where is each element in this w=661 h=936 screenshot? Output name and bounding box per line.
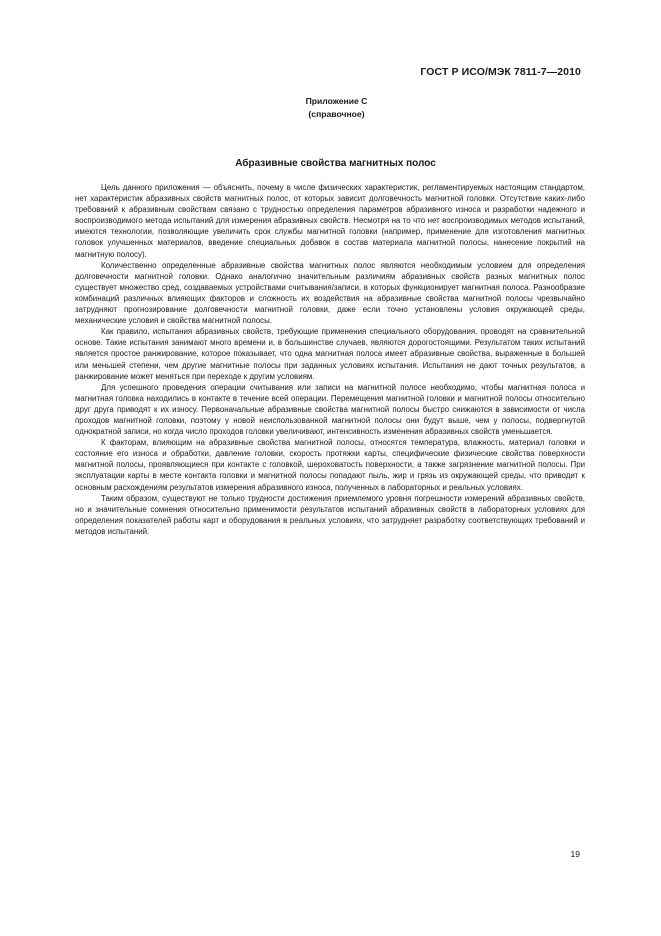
paragraph: Как правило, испытания абразивных свойств, требующие применения специального оборудования, проводят на сравнительной основе. Такие испытания занимают много времени и, в большинстве случаев, являются дорогостоящими. Результатом таких испытаний является простое ранжирование, которое показывает, что одна магнитная полоса имеет абразивные свойства, выраженные в большей или меньшей степени, чем другие магнитные полосы при заданных условиях испытания. Испытания не дают точных результатов, а ранжирование может меняться при переходе к другим условиям.	[75, 327, 585, 381]
page-number: 19	[570, 849, 580, 859]
annex-type: (справочное)	[308, 109, 365, 119]
body-text	[75, 182, 585, 537]
paragraph: Количественно определенные абразивные свойства магнитных полос являются необходимым условием для определения долговечности магнитной головки. Однако аналогично значительным различиям абразивных свойств разных магнитных полос существует множество сред, создаваемых устройствами считывания/записи, в которых функционирует магнитная полоса. Разнообразие комбинаций различных влияющих факторов и сложность их воздействия на абразивные свойства магнитной полосы чрезвычайно затрудняют прогнозирование долговечности магнитной головки, даже если точно установлены условия окружающей среды, механические условия и свойства магнитной полосы.	[75, 260, 585, 326]
paragraph: Таким образом, существуют не только трудности достижения приемлемого уровня погрешности измерений абразивных свойств, но и значительные сомнения относительно применимости результатов испытаний абразивных свойств в лабораторных условиях для определения показателей работы карт и оборудования в реальных условиях, что затрудняет разработку соответствующих требований и методов испытаний.	[75, 493, 585, 536]
paragraph: Для успешного проведения операции считывания или записи на магнитной полосе необходимо, чтобы магнитная полоса и магнитная головка находились в контакте в течение всей операции. Перемещения магнитной головки и магнитной полосы относительно друг друга приводят к их износу. Первоначальные абразивные свойства магнитной полосы быстро снижаются в зависимости от числа проходов магнитной головки, поэтому у новой неиспользованной магнитной полосы они будут выше, чем у полосы, подвергнутой однократной записи, но когда число проходов головки увеличивают, интенсивность изменения абразивных свойств уменьшается.	[75, 382, 585, 437]
paragraph: К факторам, влияющим на абразивные свойства магнитной полосы, относятся температура, влажность, материал головки и состояние его износа и обработки, давление головки, скорость протяжки карты, специфические физические свойства поверхности магнитной полосы, проявляющиеся при контакте с головкой, шероховатость поверхности, а также загрязнение магнитной полосы. При эксплуатации карты в месте контакта головки и магнитной полосы попадают пыль, жир и грязь из окружающей среды, что приводит к основным расхождениям результатов измерения абразивного износа, полученных в лабораторных и реальных условиях.	[75, 438, 585, 492]
paragraph: Цель данного приложения — объяснить, почему в числе физических характеристик, регламентируемых настоящим стандартом, нет характеристик абразивных свойств магнитных полос, от которых зависит долговечность магнитной головки. Отсутствие каких-либо требований к абразивным свойствам связано с трудностью определения параметров абразивного износа и разработки надежного и воспроизводимого метода испытаний для измерения абразивных свойств. Несмотря на то что нет воспроизводимых методов испытаний, имеются технологии, позволяющие увеличить срок службы магнитной головки (например, применение для изготовления магнитных головок улучшенных материалов, введение специальных добавок в состав материала магнитной полосы, нанесение покрытий на магнитную полосу).	[75, 183, 585, 259]
annex-label: Приложение С	[305, 96, 368, 106]
standard-header: ГОСТ Р ИСО/МЭК 7811-7—2010	[420, 66, 581, 78]
section-title-text: Абразивные свойства магнитных полос	[235, 158, 436, 169]
section-title	[0, 158, 661, 169]
annex-heading	[0, 95, 661, 121]
